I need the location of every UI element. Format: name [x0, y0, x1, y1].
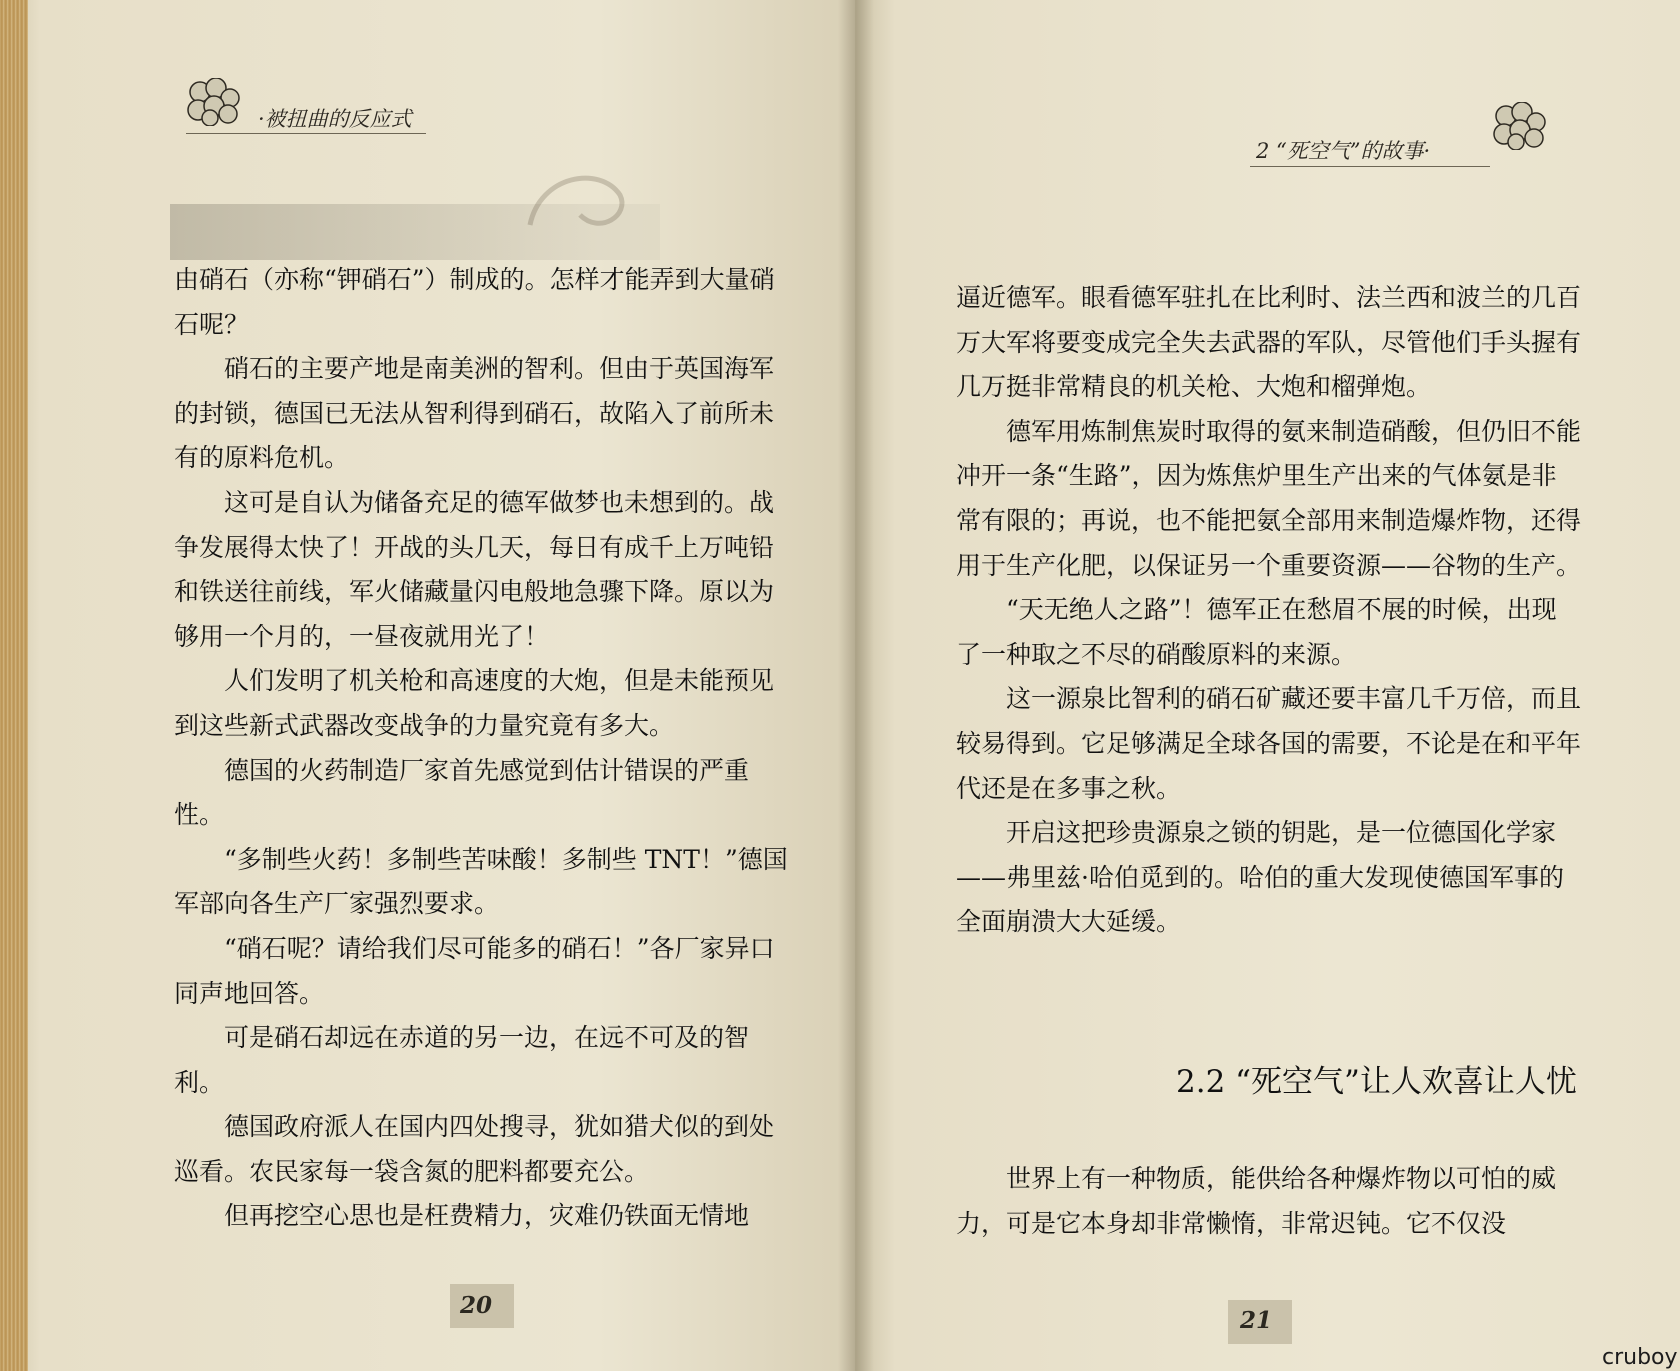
- molecule-icon: [1492, 102, 1546, 150]
- paragraph: 开启这把珍贵源泉之锁的钥匙，是一位德国化学家——弗里兹·哈伯觅到的。哈伯的重大发现使德国军事的全面崩溃大大延缓。: [956, 818, 1564, 937]
- running-header-left: ·被扭曲的反应式: [258, 107, 412, 131]
- page-edge: [0, 0, 28, 1371]
- paragraph: 硝石的主要产地是南美洲的智利。但由于英国海军的封锁，德国已无法从智利得到硝石，故陷入了前所未有的原料危机。: [174, 354, 775, 473]
- paragraph: 德国政府派人在国内四处搜寻，犹如猎犬似的到处巡看。农民家每一袋含氮的肥料都要充公。: [174, 1112, 775, 1186]
- left-body-text: [174, 258, 794, 1239]
- paragraph: “天无绝人之路”！德军正在愁眉不展的时候，出现了一种取之不尽的硝酸原料的来源。: [956, 595, 1557, 669]
- paragraph: 这可是自认为储备充足的德军做梦也未想到的。战争发展得太快了！开战的头几天，每日有成千上万吨铅和铁送往前线，军火储藏量闪电般地急骤下降。原以为够用一个月的，一昼夜就用光了！: [174, 487, 775, 651]
- page-number-left: 20: [460, 1292, 493, 1319]
- paragraph: 由硝石（亦称“钾硝石”）制成的。怎样才能弄到大量硝石呢？: [174, 265, 775, 339]
- paragraph: 人们发明了机关枪和高速度的大炮，但是未能预见到这些新式武器改变战争的力量究竟有多大。: [174, 666, 775, 740]
- paragraph: 德国的火药制造厂家首先感觉到估计错误的严重性。: [174, 755, 750, 830]
- section-heading: 2.2 “死空气”让人欢喜让人忧: [1176, 1064, 1577, 1100]
- header-rule: [1250, 166, 1490, 167]
- book-spine: [838, 0, 874, 1371]
- right-body-text-after-heading: [956, 1157, 1581, 1246]
- molecule-icon: [186, 78, 240, 126]
- paragraph: 德军用炼制焦炭时取得的氨来制造硝酸，但仍旧不能冲开一条“生路”，因为炼焦炉里生产出来的气体氨是非常有限的；再说，也不能把氨全部用来制造爆炸物，还得用于生产化肥，以保证另一个重要资源——谷物的生产。: [956, 416, 1582, 580]
- paragraph: “多制些火药！多制些苦味酸！多制些 TNT！”德国军部向各生产厂家强烈要求。: [174, 844, 788, 919]
- paragraph: “硝石呢？请给我们尽可能多的硝石！”各厂家异口同声地回答。: [174, 933, 775, 1008]
- running-header-right: 2 “死空气”的故事·: [1256, 139, 1431, 163]
- right-body-text: [956, 276, 1581, 945]
- swirl-ornament: [520, 165, 640, 245]
- paragraph: 这一源泉比智利的硝石矿藏还要丰富几千万倍，而且较易得到。它足够满足全球各国的需要，不论是在和平年代还是在多事之秋。: [956, 684, 1582, 803]
- paragraph: 逼近德军。眼看德军驻扎在比利时、法兰西和波兰的几百万大军将要变成完全失去武器的军队，尽管他们手头握有几万挺非常精良的机关枪、大炮和榴弹炮。: [956, 283, 1582, 402]
- paragraph: 但再挖空心思也是枉费精力，灾难仍铁面无情地: [224, 1201, 750, 1231]
- watermark: cruboy: [1602, 1345, 1678, 1370]
- paragraph: 世界上有一种物质，能供给各种爆炸物以可怕的威力，可是它本身却非常懒惰，非常迟钝。它不仅没: [956, 1164, 1557, 1238]
- page-number-right: 21: [1240, 1307, 1273, 1334]
- paragraph: 可是硝石却远在赤道的另一边，在远不可及的智利。: [174, 1023, 750, 1097]
- header-rule: [186, 133, 426, 134]
